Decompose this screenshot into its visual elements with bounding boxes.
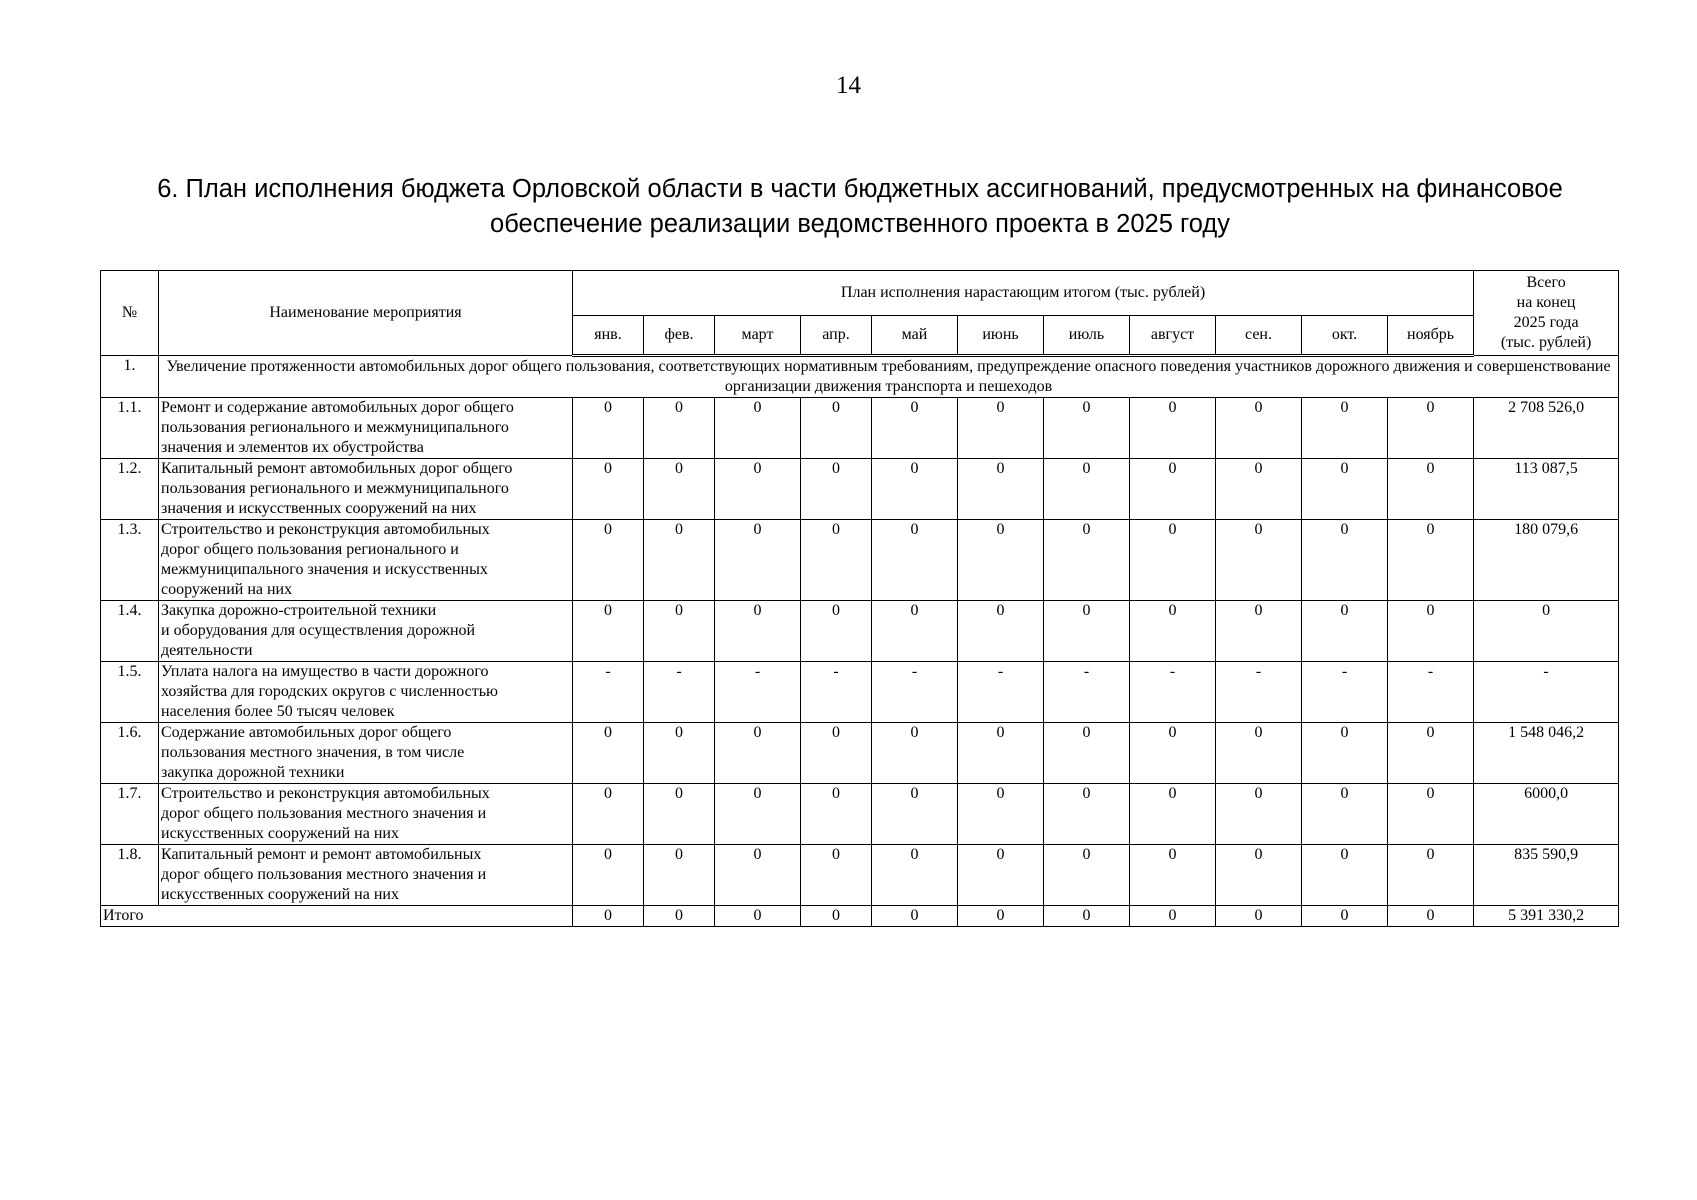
table-row <box>101 662 1619 723</box>
total-row <box>101 906 1619 927</box>
month-value-cell: 0 <box>715 845 801 906</box>
row-name-line: Содержание автомобильных дорог общего <box>161 724 452 741</box>
row-name-line: населения более 50 тысяч человек <box>161 703 395 720</box>
row-name <box>159 784 573 845</box>
month-value-cell: 0 <box>644 459 715 520</box>
table-row <box>101 845 1619 906</box>
month-value-cell: - <box>1216 662 1302 723</box>
month-value-cell: 0 <box>573 398 644 459</box>
header-month-jul: июль <box>1044 316 1130 356</box>
header-month-oct: окт. <box>1302 316 1388 356</box>
header-total-line-3: 2025 года <box>1513 314 1579 331</box>
month-value-cell: 0 <box>1044 845 1130 906</box>
month-value-cell: - <box>1302 662 1388 723</box>
row-name-line: сооружений на них <box>161 581 293 598</box>
row-total: 0 <box>1474 601 1619 662</box>
month-value-cell: 0 <box>1388 845 1474 906</box>
row-name <box>159 459 573 520</box>
month-value-cell: 0 <box>801 520 872 601</box>
table-row <box>101 723 1619 784</box>
month-value-cell: 0 <box>872 784 958 845</box>
month-value-cell: - <box>1130 662 1216 723</box>
header-month-may: май <box>872 316 958 356</box>
grand-total: 5 391 330,2 <box>1474 906 1619 927</box>
month-value-cell: 0 <box>872 398 958 459</box>
total-month-value: 0 <box>1302 906 1388 927</box>
row-name-line: значения и элементов их обустройства <box>161 439 424 456</box>
row-total: 6000,0 <box>1474 784 1619 845</box>
header-total-line-4: (тыс. рублей) <box>1500 334 1592 351</box>
month-value-cell: 0 <box>1388 601 1474 662</box>
table-row <box>101 398 1619 459</box>
month-value-cell: - <box>1388 662 1474 723</box>
table-row <box>101 520 1619 601</box>
month-value-cell: 0 <box>644 784 715 845</box>
month-value-cell: 0 <box>1044 398 1130 459</box>
row-name-line: искусственных сооружений на них <box>161 886 399 903</box>
month-value-cell: 0 <box>1130 723 1216 784</box>
month-value-cell: - <box>573 662 644 723</box>
header-total-line-2: на конец <box>1516 294 1576 311</box>
row-name <box>159 845 573 906</box>
row-num: 1.8. <box>101 845 159 906</box>
total-month-value: 0 <box>573 906 644 927</box>
month-value-cell: 0 <box>1388 723 1474 784</box>
month-value-cell: 0 <box>573 845 644 906</box>
month-value-cell: 0 <box>958 398 1044 459</box>
header-month-feb: фев. <box>644 316 715 356</box>
month-value-cell: 0 <box>715 601 801 662</box>
row-num: 1.3. <box>101 520 159 601</box>
row-name <box>159 601 573 662</box>
table-header <box>101 271 1619 356</box>
month-value-cell: 0 <box>1388 459 1474 520</box>
month-value-cell: 0 <box>1302 784 1388 845</box>
total-label: Итого <box>101 906 573 927</box>
row-total: 113 087,5 <box>1474 459 1619 520</box>
month-value-cell: 0 <box>1216 398 1302 459</box>
month-value-cell: 0 <box>1044 459 1130 520</box>
month-value-cell: 0 <box>958 520 1044 601</box>
section-row <box>101 356 1619 398</box>
month-value-cell: 0 <box>1216 459 1302 520</box>
row-num: 1.1. <box>101 398 159 459</box>
header-month-apr: апр. <box>801 316 872 356</box>
total-month-value: 0 <box>715 906 801 927</box>
total-month-value: 0 <box>872 906 958 927</box>
header-plan-group: План исполнения нарастающим итогом (тыс. рублей) <box>573 271 1474 316</box>
total-month-value: 0 <box>1130 906 1216 927</box>
header-num: № <box>101 271 159 356</box>
month-value-cell: 0 <box>958 459 1044 520</box>
month-value-cell: 0 <box>801 784 872 845</box>
row-name-line: дорог общего пользования местного значения и <box>161 805 487 822</box>
month-value-cell: 0 <box>1130 459 1216 520</box>
total-month-value: 0 <box>801 906 872 927</box>
month-value-cell: 0 <box>872 723 958 784</box>
month-value-cell: 0 <box>1130 845 1216 906</box>
header-month-aug: август <box>1130 316 1216 356</box>
row-num: 1.6. <box>101 723 159 784</box>
row-name-line: межмуниципального значения и искусственных <box>161 561 488 578</box>
month-value-cell: 0 <box>715 398 801 459</box>
month-value-cell: 0 <box>801 723 872 784</box>
month-value-cell: 0 <box>1216 601 1302 662</box>
section-title: Увеличение протяженности автомобильных дорог общего пользования, соответствующих нормативным требованиям, предупреждение опасного поведения участников дорожного движения и совершенствование организации движения транспорта и пешеходов <box>159 356 1619 398</box>
row-name-line: Закупка дорожно-строительной техники <box>161 602 437 619</box>
month-value-cell: 0 <box>872 601 958 662</box>
month-value-cell: 0 <box>1130 784 1216 845</box>
title-line-2: обеспечение реализации ведомственного проекта в 2025 году <box>490 210 1230 238</box>
total-month-value: 0 <box>1216 906 1302 927</box>
row-name-line: Строительство и реконструкция автомобильных <box>161 785 490 802</box>
month-value-cell: 0 <box>573 520 644 601</box>
month-value-cell: 0 <box>1388 398 1474 459</box>
month-value-cell: 0 <box>644 723 715 784</box>
month-value-cell: 0 <box>1130 398 1216 459</box>
month-value-cell: 0 <box>1388 520 1474 601</box>
month-value-cell: 0 <box>644 520 715 601</box>
month-value-cell: 0 <box>1302 459 1388 520</box>
month-value-cell: 0 <box>1044 723 1130 784</box>
month-value-cell: 0 <box>958 845 1044 906</box>
header-month-nov: ноябрь <box>1388 316 1474 356</box>
month-value-cell: 0 <box>1216 723 1302 784</box>
header-total-line-1: Всего <box>1526 274 1566 291</box>
month-value-cell: 0 <box>1302 723 1388 784</box>
row-name-line: пользования регионального и межмуниципального <box>161 480 509 497</box>
row-name <box>159 723 573 784</box>
month-value-cell: - <box>644 662 715 723</box>
row-name-line: деятельности <box>161 642 253 659</box>
header-total <box>1474 271 1619 356</box>
month-value-cell: 0 <box>644 845 715 906</box>
month-value-cell: 0 <box>715 459 801 520</box>
month-value-cell: 0 <box>573 459 644 520</box>
header-month-sep: сен. <box>1216 316 1302 356</box>
month-value-cell: 0 <box>715 520 801 601</box>
row-num: 1.4. <box>101 601 159 662</box>
header-month-jan: янв. <box>573 316 644 356</box>
month-value-cell: 0 <box>801 459 872 520</box>
row-name-line: дорог общего пользования регионального и <box>161 541 459 558</box>
month-value-cell: 0 <box>801 845 872 906</box>
month-value-cell: 0 <box>644 601 715 662</box>
month-value-cell: - <box>1044 662 1130 723</box>
total-month-value: 0 <box>1044 906 1130 927</box>
row-name-line: искусственных сооружений на них <box>161 825 399 842</box>
month-value-cell: 0 <box>958 601 1044 662</box>
title-line-1: 6. План исполнения бюджета Орловской области в части бюджетных ассигнований, предусмотренных на финансовое <box>157 175 1563 203</box>
month-value-cell: 0 <box>1044 784 1130 845</box>
row-name-line: пользования местного значения, в том числе <box>161 744 465 761</box>
row-name <box>159 662 573 723</box>
total-month-value: 0 <box>644 906 715 927</box>
header-month-jun: июнь <box>958 316 1044 356</box>
month-value-cell: 0 <box>958 784 1044 845</box>
month-value-cell: 0 <box>573 601 644 662</box>
month-value-cell: 0 <box>872 459 958 520</box>
month-value-cell: 0 <box>801 601 872 662</box>
month-value-cell: 0 <box>715 784 801 845</box>
row-name-line: и оборудования для осуществления дорожной <box>161 622 476 639</box>
row-total: 1 548 046,2 <box>1474 723 1619 784</box>
month-value-cell: - <box>872 662 958 723</box>
month-value-cell: 0 <box>1216 845 1302 906</box>
row-total: 2 708 526,0 <box>1474 398 1619 459</box>
row-name-line: Уплата налога на имущество в части дорожного <box>161 663 489 680</box>
row-name-line: Капитальный ремонт автомобильных дорог общего <box>161 460 513 477</box>
section-num: 1. <box>101 356 159 398</box>
total-month-value: 0 <box>958 906 1044 927</box>
month-value-cell: 0 <box>1044 520 1130 601</box>
table-row <box>101 601 1619 662</box>
table-row <box>101 784 1619 845</box>
total-month-value: 0 <box>1388 906 1474 927</box>
month-value-cell: 0 <box>1302 520 1388 601</box>
document-title <box>100 172 1620 242</box>
month-value-cell: 0 <box>872 845 958 906</box>
month-value-cell: 0 <box>801 398 872 459</box>
month-value-cell: 0 <box>715 723 801 784</box>
month-value-cell: 0 <box>573 784 644 845</box>
row-name-line: Ремонт и содержание автомобильных дорог общего <box>161 399 514 416</box>
month-value-cell: 0 <box>1302 398 1388 459</box>
month-value-cell: 0 <box>1216 520 1302 601</box>
row-num: 1.7. <box>101 784 159 845</box>
month-value-cell: 0 <box>644 398 715 459</box>
row-name <box>159 398 573 459</box>
row-name-line: Капитальный ремонт и ремонт автомобильных <box>161 846 482 863</box>
month-value-cell: 0 <box>573 723 644 784</box>
month-value-cell: 0 <box>958 723 1044 784</box>
table-row <box>101 459 1619 520</box>
row-total: 835 590,9 <box>1474 845 1619 906</box>
row-total: 180 079,6 <box>1474 520 1619 601</box>
row-num: 1.5. <box>101 662 159 723</box>
row-name-line: хозяйства для городских округов с численностью <box>161 683 498 700</box>
month-value-cell: 0 <box>872 520 958 601</box>
table-body <box>101 356 1619 927</box>
month-value-cell: 0 <box>1130 520 1216 601</box>
row-name-line: пользования регионального и межмуниципального <box>161 419 509 436</box>
month-value-cell: 0 <box>1302 601 1388 662</box>
month-value-cell: 0 <box>1388 784 1474 845</box>
row-num: 1.2. <box>101 459 159 520</box>
budget-plan-table <box>100 270 1619 927</box>
row-name-line: значения и искусственных сооружений на них <box>161 500 477 517</box>
row-name-line: Строительство и реконструкция автомобильных <box>161 521 490 538</box>
month-value-cell: - <box>715 662 801 723</box>
month-value-cell: 0 <box>1302 845 1388 906</box>
month-value-cell: - <box>958 662 1044 723</box>
month-value-cell: 0 <box>1044 601 1130 662</box>
month-value-cell: 0 <box>1130 601 1216 662</box>
month-value-cell: 0 <box>1216 784 1302 845</box>
row-name-line: дорог общего пользования местного значения и <box>161 866 487 883</box>
row-total: - <box>1474 662 1619 723</box>
row-name <box>159 520 573 601</box>
month-value-cell: - <box>801 662 872 723</box>
row-name-line: закупка дорожной техники <box>161 764 345 781</box>
header-name: Наименование мероприятия <box>159 271 573 356</box>
page-number: 14 <box>836 72 861 99</box>
header-month-mar: март <box>715 316 801 356</box>
